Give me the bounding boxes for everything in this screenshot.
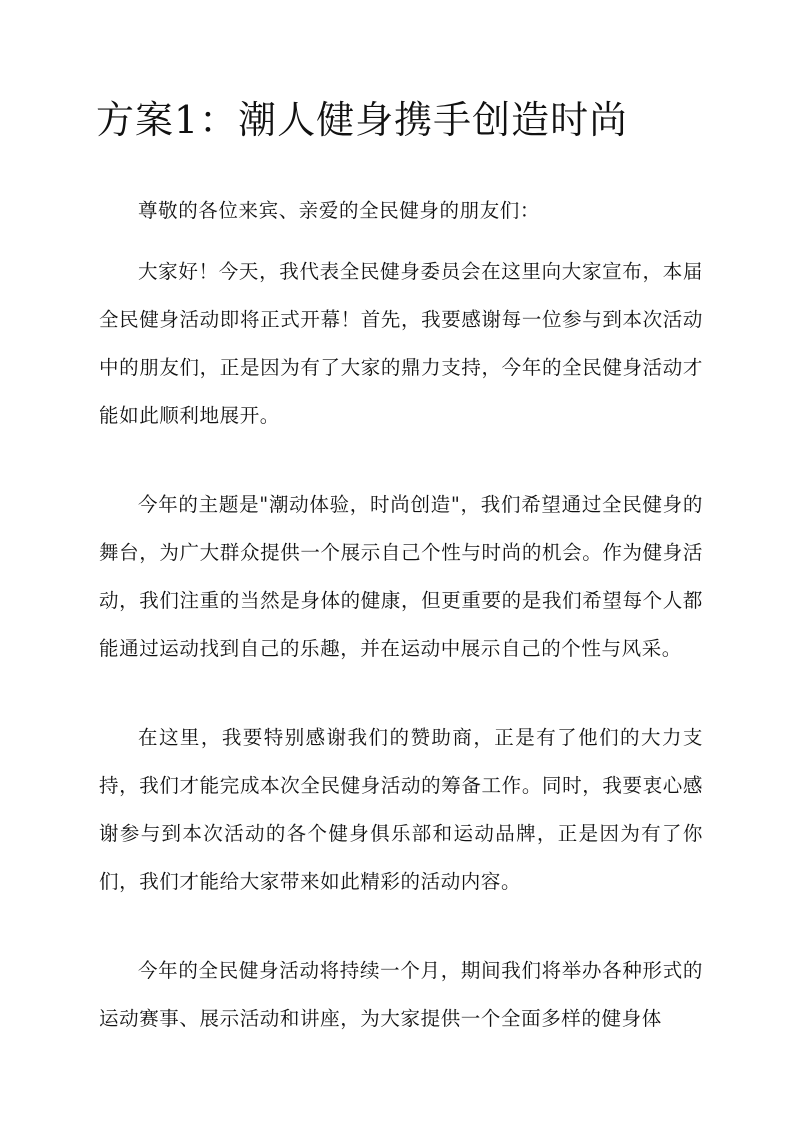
salutation-paragraph: 尊敬的各位来宾、亲爱的全民健身的朋友们： <box>138 199 541 222</box>
body-paragraph: 大家好！今天，我代表全民健身委员会在这里向大家宣布，本届全民健身活动即将正式开幕！首先，我要感谢每一位参与到本次活动中的朋友们，正是因为有了大家的鼎力支持，今年的全民健身活动才能如此顺利地展开。 <box>99 260 703 427</box>
body-paragraph: 今年的主题是"潮动体验，时尚创造"，我们希望通过全民健身的舞台，为广大群众提供一个展示自己个性与时尚的机会。作为健身活动，我们注重的当然是身体的健康，但更重要的是我们希望每个人都能通过运动找到自己的乐趣，并在运动中展示自己的个性与风采。 <box>99 493 703 660</box>
body-paragraph: 在这里，我要特别感谢我们的赞助商，正是有了他们的大力支持，我们才能完成本次全民健身活动的筹备工作。同时，我要衷心感谢参与到本次活动的各个健身俱乐部和运动品牌，正是因为有了你们，我们才能给大家带来如此精彩的活动内容。 <box>99 726 703 893</box>
body-paragraph: 今年的全民健身活动将持续一个月，期间我们将举办各种形式的运动赛事、展示活动和讲座，为大家提供一个全面多样的健身体 <box>99 959 703 1030</box>
document-body <box>99 187 703 1084</box>
page-title: 方案1：潮人健身携手创造时尚 <box>96 98 629 142</box>
